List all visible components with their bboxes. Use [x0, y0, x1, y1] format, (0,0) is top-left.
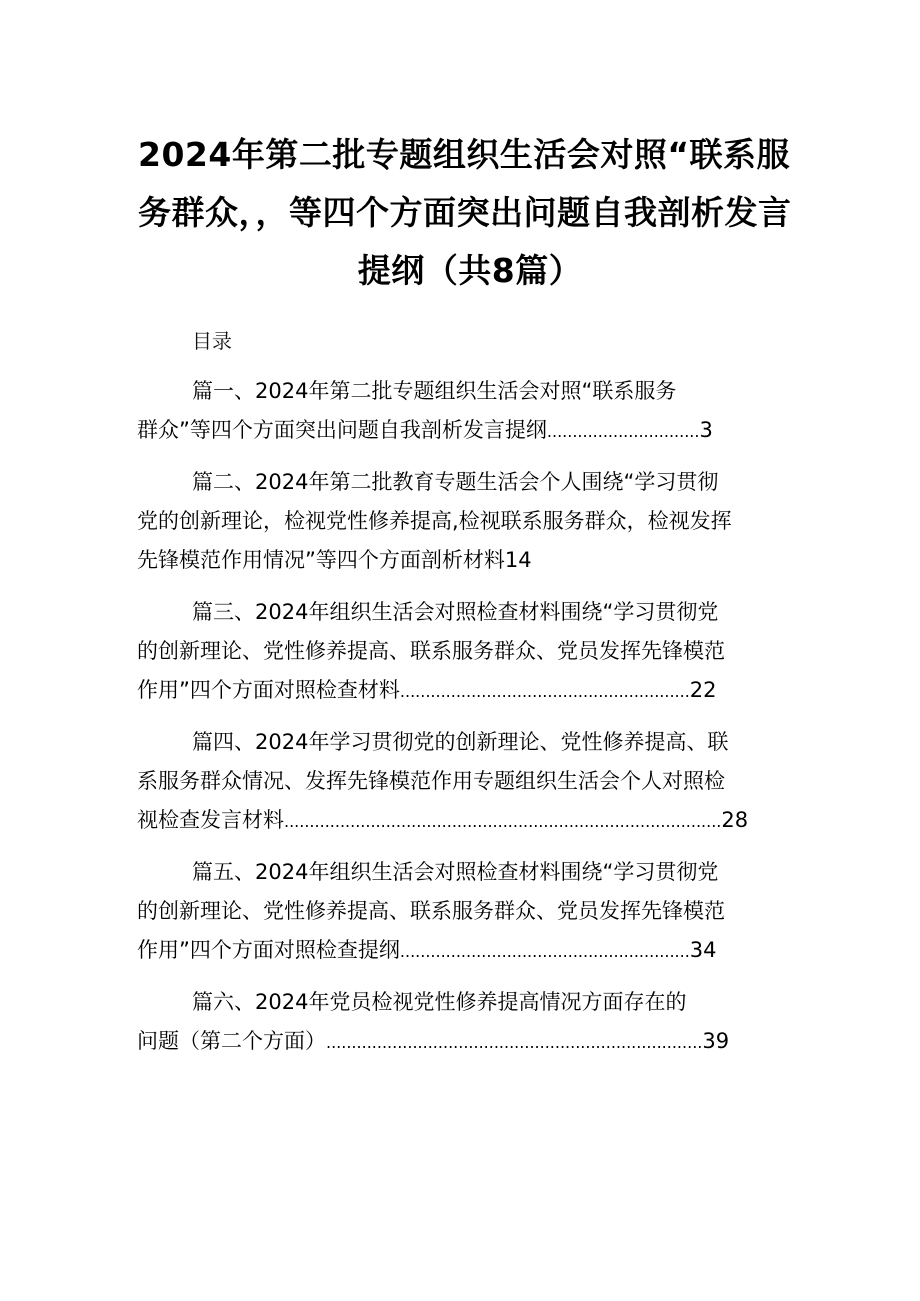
toc-page-number: 39 [702, 1029, 730, 1053]
toc-entry-line: 篇四、2024年学习贯彻党的创新理论、党性修养提高、联 [192, 730, 729, 754]
toc-leader-dots: .......................................................................... [326, 1033, 703, 1052]
toc-entry[interactable] [137, 723, 787, 840]
toc-heading: 目录 [192, 329, 232, 353]
toc-entry-line: 篇二、2024年第二批教育专题生活会个人围绕“学习贯彻 [192, 470, 719, 494]
toc-page-number: 34 [689, 938, 717, 962]
toc-entry-text: 视检查发言材料 [137, 808, 284, 832]
toc-page-number: 14 [504, 548, 532, 572]
toc-entry-line: 系服务群众情况、发挥先锋模范作用专题组织生活会个人对照检 [137, 769, 725, 793]
toc-entry-line: 篇五、2024年组织生活会对照检查材料围绕“学习贯彻党 [192, 860, 719, 884]
toc-entry-line: 篇三、2024年组织生活会对照检查材料围绕“学习贯彻党 [192, 600, 719, 624]
title-line-2: 务群众，，等四个方面突出问题自我剖析发言 [138, 193, 792, 232]
toc-leader-dots: .............................. [546, 422, 700, 441]
toc-entry-line: 篇一、2024年第二批专题组织生活会对照“联系服务 [192, 379, 677, 403]
toc-entry[interactable] [137, 463, 787, 580]
title-line-3: 提纲（共8篇） [357, 251, 583, 290]
toc-entry-line: 的创新理论、党性修养提高、联系服务群众、党员发挥先锋模范 [137, 899, 725, 923]
toc-entry-text: 作用”四个方面对照检查材料 [137, 678, 400, 702]
toc-entry-line [137, 801, 787, 840]
toc-leader-dots: ......................................................... [399, 682, 690, 701]
toc-entry[interactable] [137, 372, 787, 450]
toc-entry-line: 党的创新理论，检视党性修养提高,检视联系服务群众，检视发挥 [137, 509, 732, 533]
toc-entry-text: 问题（第二个方面） [137, 1029, 326, 1053]
toc-leader-dots: ......................................................... [399, 942, 690, 961]
toc-entry-line [137, 541, 787, 580]
toc-entry[interactable] [137, 593, 787, 710]
table-of-contents [137, 372, 787, 1074]
toc-entry-line [137, 1022, 787, 1061]
toc-entry-line: 篇六、2024年党员检视党性修养提高情况方面存在的 [192, 990, 687, 1014]
toc-entry-text: 群众”等四个方面突出问题自我剖析发言提纲 [137, 418, 547, 442]
document-title [120, 126, 800, 300]
toc-page-number: 3 [699, 418, 713, 442]
toc-entry[interactable] [137, 983, 787, 1061]
toc-entry-line [137, 931, 787, 970]
toc-entry-line [137, 671, 787, 710]
toc-page-number: 22 [689, 678, 717, 702]
toc-entry-line: 的创新理论、党性修养提高、联系服务群众、党员发挥先锋模范 [137, 639, 725, 663]
toc-page-number: 28 [721, 808, 749, 832]
toc-entry-text: 作用”四个方面对照检查提纲 [137, 938, 400, 962]
toc-entry-line [137, 411, 787, 450]
toc-leader-dots: ...................................................................................... [284, 812, 722, 831]
toc-entry[interactable] [137, 853, 787, 970]
toc-entry-text: 先锋模范作用情况”等四个方面剖析材料 [137, 548, 505, 572]
title-line-1: 2024年第二批专题组织生活会对照“联系服 [138, 135, 791, 174]
